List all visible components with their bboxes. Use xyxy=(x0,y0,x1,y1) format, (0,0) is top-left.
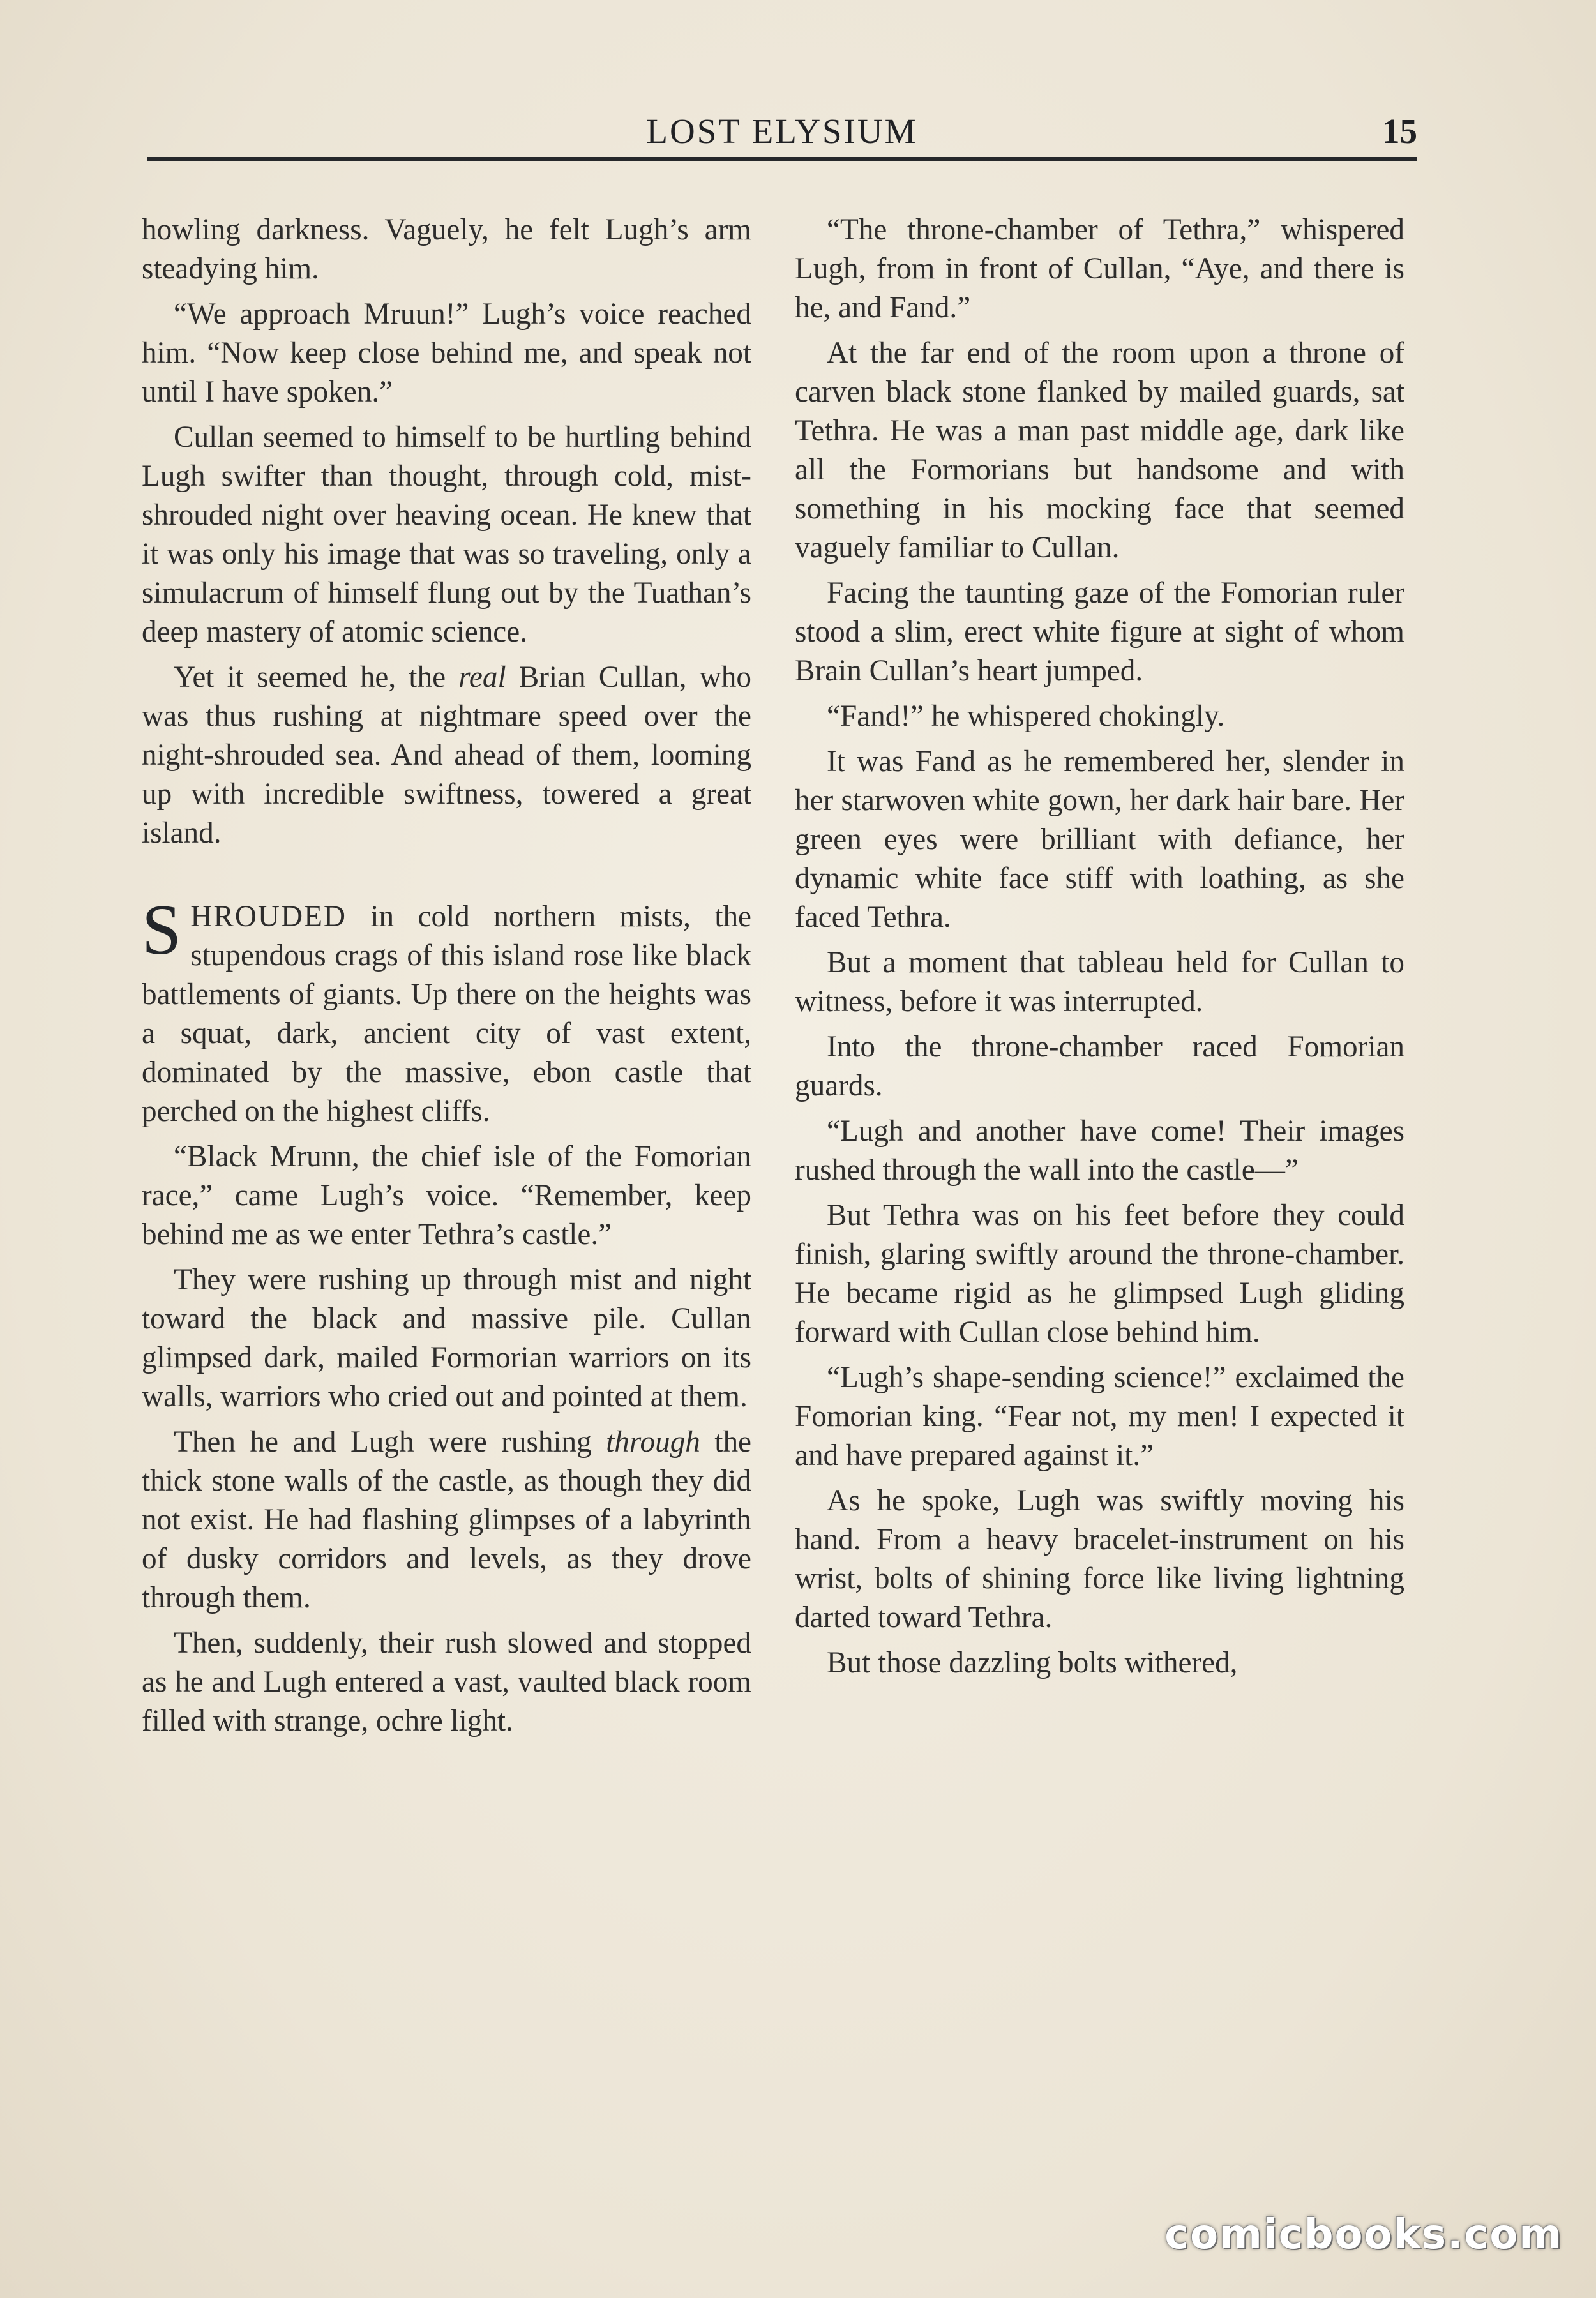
left-column xyxy=(142,211,751,1747)
paragraph: “Black Mrunn, the chief isle of the Fomorian race,” came Lugh’s voice. “Remember, keep behind me as we enter Tethra’s castle.” xyxy=(142,1140,751,1251)
section-opening-paragraph xyxy=(142,890,751,1131)
text-run: Yet it seemed he, the xyxy=(174,661,459,694)
emphasis: real xyxy=(458,661,506,694)
watermark-logo: comicbooks.com xyxy=(1164,2211,1563,2258)
running-header xyxy=(147,109,1417,160)
paragraph: “Fand!” he whispered chokingly. xyxy=(827,700,1225,733)
paragraph: But those dazzling bolts withered, xyxy=(827,1646,1238,1679)
paragraph: But Tethra was on his feet before they could finish, glaring swiftly around the throne-chamber. He became rigid as he glimpsed Lugh gliding forward with Cullan close behind him. xyxy=(795,1199,1404,1349)
paragraph: “Lugh’s shape-sending science!” exclaimed the Fomorian king. “Fear not, my men! I expected it and have prepared against it.” xyxy=(795,1361,1404,1472)
paragraph: “The throne-chamber of Tethra,” whispered Lugh, from in front of Cullan, “Aye, and there is he, and Fand.” xyxy=(795,213,1404,324)
running-title: LOST ELYSIUM xyxy=(646,112,918,151)
text-run: Brian Cullan, who was thus rushing at nightmare speed over the night-shrouded sea. And ahead of them, looming up with incredible swiftness, towered a great island. xyxy=(142,661,751,850)
text-run: in cold northern mists, the stupendous crags of this island rose like black battlements of giants. Up there on the heights was a squat, dark, ancient city of vast extent, dominated by the massive, ebon castle that perched on the highest cliffs. xyxy=(142,900,751,1128)
paragraph: Facing the taunting gaze of the Fomorian ruler stood a slim, erect white figure at sight of whom Brain Cullan’s heart jumped. xyxy=(795,576,1404,687)
drop-cap: S xyxy=(142,890,182,970)
paragraph: As he spoke, Lugh was swiftly moving his hand. From a heavy bracelet-instrument on his wrist, bolts of shining force like living lightning darted toward Tethra. xyxy=(795,1484,1404,1634)
page-number: 15 xyxy=(1382,112,1417,151)
paragraph xyxy=(142,658,751,853)
header-rule xyxy=(147,157,1417,161)
emphasis: through xyxy=(606,1425,700,1459)
paragraph: Then, suddenly, their rush slowed and stopped as he and Lugh entered a vast, vaulted black room filled with strange, ochre light. xyxy=(142,1626,751,1738)
paragraph: “We approach Mruun!” Lugh’s voice reached him. “Now keep close behind me, and speak not until I have spoken.” xyxy=(142,297,751,409)
paragraph: They were rushing up through mist and night toward the black and massive pile. Cullan glimpsed dark, mailed Formorian warriors on its walls, warriors who cried out and pointed at them. xyxy=(142,1263,751,1413)
paragraph: It was Fand as he remembered her, slender in her starwoven white gown, her dark hair bare. Her green eyes were brilliant with defiance, her dynamic white face stiff with loathing, as she faced Tethra. xyxy=(795,745,1404,934)
paragraph xyxy=(142,1423,751,1618)
paragraph: At the far end of the room upon a throne of carven black stone flanked by mailed guards, sat Tethra. He was a man past middle age, dark like all the Formorians but handsome and with something in his mocking face that seemed vaguely familiar to Cullan. xyxy=(795,336,1404,564)
paragraph: “Lugh and another have come! Their images rushed through the wall into the castle—” xyxy=(795,1115,1404,1187)
right-column xyxy=(795,211,1404,1689)
text-run: Then he and Lugh were rushing xyxy=(174,1425,606,1459)
paragraph: howling darkness. Vaguely, he felt Lugh’s arm steadying him. xyxy=(142,213,751,285)
paragraph: But a moment that tableau held for Cullan to witness, before it was interrupted. xyxy=(795,946,1404,1018)
paragraph: Into the throne-chamber raced Fomorian guards. xyxy=(795,1030,1404,1102)
small-caps-lead: HROUDED xyxy=(190,900,347,933)
text-run: the thick stone walls of the castle, as though they did not exist. He had flashing glimpses of a labyrinth of dusky corridors and levels, as they drove through them. xyxy=(142,1425,751,1614)
paragraph: Cullan seemed to himself to be hurtling behind Lugh swifter than thought, through cold, mist-shrouded night over heaving ocean. He knew that it was only his image that was so traveling, only a simulacrum of himself flung out by the Tuathan’s deep mastery of atomic science. xyxy=(142,421,751,649)
